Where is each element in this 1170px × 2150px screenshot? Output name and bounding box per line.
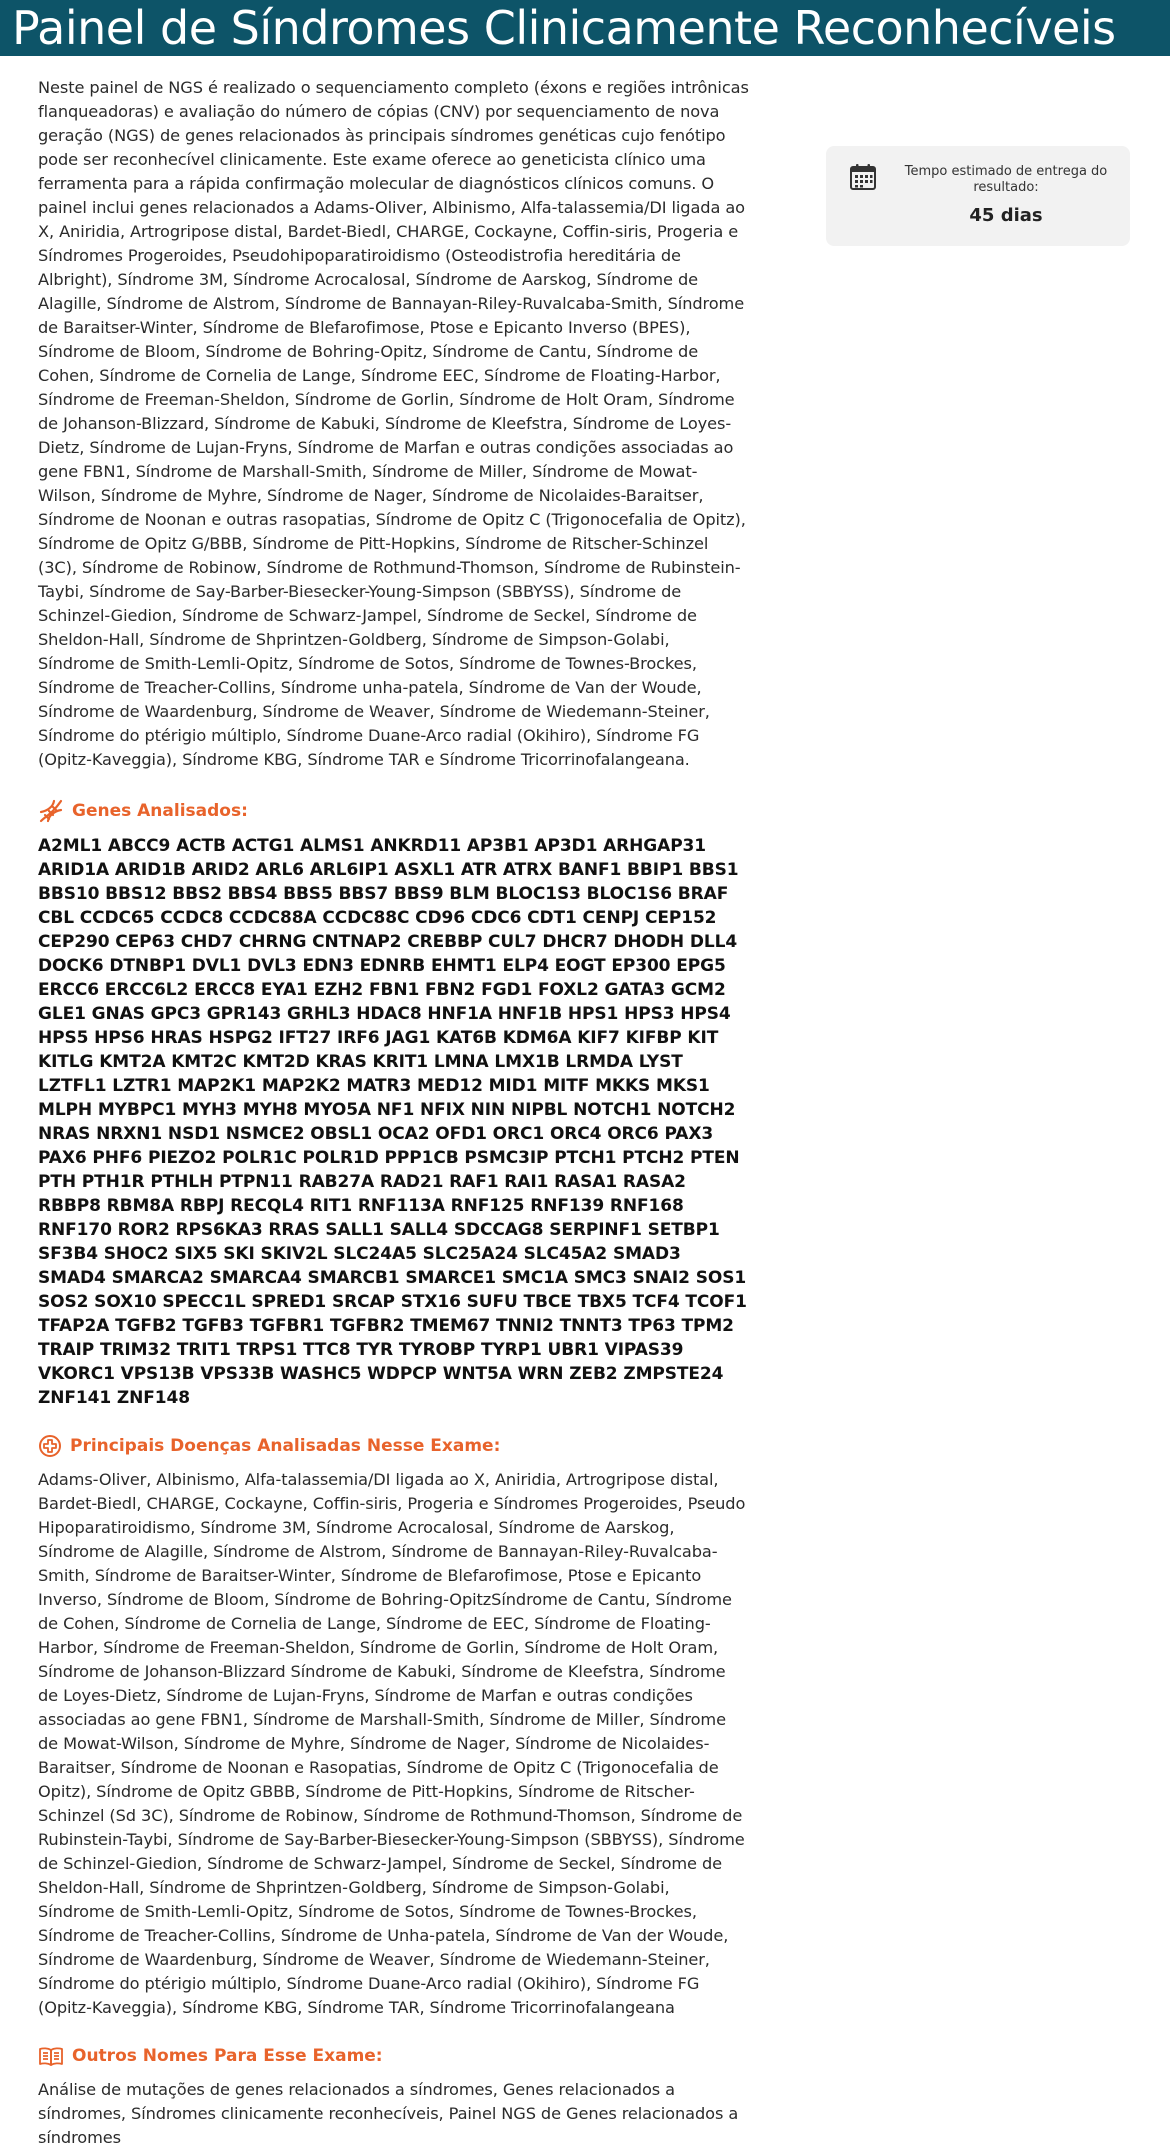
delivery-time-card: [826, 146, 1130, 246]
genes-section-label: Genes Analisados:: [72, 801, 248, 821]
medical-cross-icon: [38, 1434, 62, 1458]
page-header: [0, 0, 1170, 56]
open-book-icon: [38, 2045, 64, 2067]
dna-icon: [38, 798, 64, 824]
delivery-time-value: 45 dias: [969, 205, 1043, 226]
page-title: Painel de Síndromes Clinicamente Reconhecíveis: [12, 1, 1116, 55]
other-names-section: [38, 2044, 750, 2150]
calendar-icon: [848, 162, 878, 192]
genes-section: [38, 798, 750, 1410]
genes-list: A2ML1 ABCC9 ACTB ACTG1 ALMS1 ANKRD11 AP3B1 AP3D1 ARHGAP31 ARID1A ARID1B ARID2 ARL6 ARL6IP1 ASXL1 ATR ATRX BANF1 BBIP1 BBS1 BBS10 BBS12 BBS2 BBS4 BBS5 BBS7 BBS9 BLM BLOC1S3 BLOC1S6 BRAF CBL CCDC65 CCDC8 CCDC88A CCDC88C CD96 CDC6 CDT1 CENPJ CEP152 CEP290 CEP63 CHD7 CHRNG CNTNAP2 CREBBP CUL7 DHCR7 DHODH DLL4 DOCK6 DTNBP1 DVL1 DVL3 EDN3 EDNRB EHMT1 ELP4 EOGT EP300 EPG5 ERCC6 ERCC6L2 ERCC8 EYA1 EZH2 FBN1 FBN2 FGD1 FOXL2 GATA3 GCM2 GLE1 GNAS GPC3 GPR143 GRHL3 HDAC8 HNF1A HNF1B HPS1 HPS3 HPS4 HPS5 HPS6 HRAS HSPG2 IFT27 IRF6 JAG1 KAT6B KDM6A KIF7 KIFBP KIT KITLG KMT2A KMT2C KMT2D KRAS KRIT1 LMNA LMX1B LRMDA LYST LZTFL1 LZTR1 MAP2K1 MAP2K2 MATR3 MED12 MID1 MITF MKKS MKS1 MLPH MYBPC1 MYH3 MYH8 MYO5A NF1 NFIX NIN NIPBL NOTCH1 NOTCH2 NRAS NRXN1 NSD1 NSMCE2 OBSL1 OCA2 OFD1 ORC1 ORC4 ORC6 PAX3 PAX6 PHF6 PIEZO2 POLR1C POLR1D PPP1CB PSMC3IP PTCH1 PTCH2 PTEN PTH PTH1R PTHLH PTPN11 RAB27A RAD21 RAF1 RAI1 RASA1 RASA2 RBBP8 RBM8A RBPJ RECQL4 RIT1 RNF113A RNF125 RNF139 RNF168 RNF170 ROR2 RPS6KA3 RRAS SALL1 SALL4 SDCCAG8 SERPINF1 SETBP1 SF3B4 SHOC2 SIX5 SKI SKIV2L SLC24A5 SLC25A24 SLC45A2 SMAD3 SMAD4 SMARCA2 SMARCA4 SMARCB1 SMARCE1 SMC1A SMC3 SNAI2 SOS1 SOS2 SOX10 SPECC1L SPRED1 SRCAP STX16 SUFU TBCE TBX5 TCF4 TCOF1 TFAP2A TGFB2 TGFB3 TGFBR1 TGFBR2 TMEM67 TNNI2 TNNT3 TP63 TPM2 TRAIP TRIM32 TRIT1 TRPS1 TTC8 TYR TYROBP TYRP1 UBR1 VIPAS39 VKORC1 VPS13B VPS33B WASHC5 WDPCP WNT5A WRN ZEB2 ZMPSTE24 ZNF141 ZNF148: [38, 836, 747, 1408]
other-names-section-title: [38, 2044, 750, 2068]
diseases-section: [38, 1434, 750, 2020]
diseases-text: Adams-Oliver, Albinismo, Alfa-talassemia/DI ligada ao X, Aniridia, Artrogripose distal, Bardet-Biedl, CHARGE, Cockayne, Coffin-siris, Progeria e Síndromes Progeroides, Pseudo Hipoparatiroidismo, Síndrome 3M, Síndrome Acrocalosal, Síndrome de Aarskog, Síndrome de Alagille, Síndrome de Alstrom, Síndrome de Bannayan-Riley-Ruvalcaba-Smith, Síndrome de Baraitser-Winter, Síndrome de Blefarofimose, Ptose e Epicanto Inverso, Síndrome de Bloom, Síndrome de Bohring-OpitzSíndrome de Cantu, Síndrome de Cohen, Síndrome de Cornelia de Lange, Síndrome de EEC, Síndrome de Floating-Harbor, Síndrome de Freeman-Sheldon, Síndrome de Gorlin, Síndrome de Holt Oram, Síndrome de Johanson-Blizzard Síndrome de Kabuki, Síndrome de Kleefstra, Síndrome de Loyes-Dietz, Síndrome de Lujan-Fryns, Síndrome de Marfan e outras condições associadas ao gene FBN1, Síndrome de Marshall-Smith, Síndrome de Miller, Síndrome de Mowat-Wilson, Síndrome de Myhre, Síndrome de Nager, Síndrome de Nicolaides-Baraitser, Síndrome de Noonan e Rasopatias, Síndrome de Opitz C (Trigonocefalia de Opitz), Síndrome de Opitz GBBB, Síndrome de Pitt-Hopkins, Síndrome de Ritscher-Schinzel (Sd 3C), Síndrome de Robinow, Síndrome de Rothmund-Thomson, Síndrome de Rubinstein-Taybi, Síndrome de Say-Barber-Biesecker-Young-Simpson (SBBYSS), Síndrome de Schinzel-Giedion, Síndrome de Schwarz-Jampel, Síndrome de Seckel, Síndrome de Sheldon-Hall, Síndrome de Shprintzen-Goldberg, Síndrome de Simpson-Golabi, Síndrome de Smith-Lemli-Opitz, Síndrome de Sotos, Síndrome de Townes-Brockes, Síndrome de Treacher-Collins, Síndrome de Unha-patela, Síndrome de Van der Woude, Síndrome de Waardenburg, Síndrome de Weaver, Síndrome de Wiedemann-Steiner, Síndrome do ptérigio múltiplo, Síndrome Duane-Arco radial (Okihiro), Síndrome FG (Opitz-Kaveggia), Síndrome KBG, Síndrome TAR, Síndrome Tricorrinofalangeana: [38, 1470, 746, 2017]
other-names-section-label: Outros Nomes Para Esse Exame:: [72, 2046, 383, 2066]
diseases-section-label: Principais Doenças Analisadas Nesse Exame:: [70, 1436, 501, 1456]
main-content: [38, 76, 750, 2150]
other-names-text: Análise de mutações de genes relacionados a síndromes, Genes relacionados a síndromes, Síndromes clinicamente reconhecíveis, Painel NGS de Genes relacionados a síndromes: [38, 2080, 739, 2147]
diseases-section-title: [38, 1434, 750, 1458]
intro-paragraph: Neste painel de NGS é realizado o sequenciamento completo (éxons e regiões intrônicas flanqueadoras) e avaliação do número de cópias (CNV) por sequenciamento de nova geração (NGS) de genes relacionados às principais síndromes genéticas cujo fenótipo pode ser reconhecível clinicamente. Este exame oferece ao geneticista clínico uma ferramenta para a rápida confirmação molecular de diagnósticos clínicos comuns. O painel inclui genes relacionados a Adams-Oliver, Albinismo, Alfa-talassemia/DI ligada ao X, Aniridia, Artrogripose distal, Bardet-Biedl, CHARGE, Cockayne, Coffin-siris, Progeria e Síndromes Progeroides, Pseudohipoparatiroidismo (Osteodistrofia hereditária de Albright), Síndrome 3M, Síndrome Acrocalosal, Síndrome de Aarskog, Síndrome de Alagille, Síndrome de Alstrom, Síndrome de Bannayan-Riley-Ruvalcaba-Smith, Síndrome de Baraitser-Winter, Síndrome de Blefarofimose, Ptose e Epicanto Inverso (BPES), Síndrome de Bloom, Síndrome de Bohring-Opitz, Síndrome de Cantu, Síndrome de Cohen, Síndrome de Cornelia de Lange, Síndrome EEC, Síndrome de Floating-Harbor, Síndrome de Freeman-Sheldon, Síndrome de Gorlin, Síndrome de Holt Oram, Síndrome de Johanson-Blizzard, Síndrome de Kabuki, Síndrome de Kleefstra, Síndrome de Loyes-Dietz, Síndrome de Lujan-Fryns, Síndrome de Marfan e outras condições associadas ao gene FBN1, Síndrome de Marshall-Smith, Síndrome de Miller, Síndrome de Mowat-Wilson, Síndrome de Myhre, Síndrome de Nager, Síndrome de Nicolaides-Baraitser, Síndrome de Noonan e outras rasopatias, Síndrome de Opitz C (Trigonocefalia de Opitz), Síndrome de Opitz G/BBB, Síndrome de Pitt-Hopkins, Síndrome de Ritscher-Schinzel (3C), Síndrome de Robinow, Síndrome de Rothmund-Thomson, Síndrome de Rubinstein-Taybi, Síndrome de Say-Barber-Biesecker-Young-Simpson (SBBYSS), Síndrome de Schinzel-Giedion, Síndrome de Schwarz-Jampel, Síndrome de Seckel, Síndrome de Sheldon-Hall, Síndrome de Shprintzen-Goldberg, Síndrome de Simpson-Golabi, Síndrome de Smith-Lemli-Opitz, Síndrome de Sotos, Síndrome de Townes-Brockes, Síndrome de Treacher-Collins, Síndrome unha-patela, Síndrome de Van der Woude, Síndrome de Waardenburg, Síndrome de Weaver, Síndrome de Wiedemann-Steiner, Síndrome do ptérigio múltiplo, Síndrome Duane-Arco radial (Okihiro), Síndrome FG (Opitz-Kaveggia), Síndrome KBG, Síndrome TAR e Síndrome Tricorrinofalangeana.: [38, 78, 749, 769]
genes-section-title: [38, 798, 750, 824]
delivery-time-label: Tempo estimado de entrega do resultado:: [904, 164, 1108, 195]
